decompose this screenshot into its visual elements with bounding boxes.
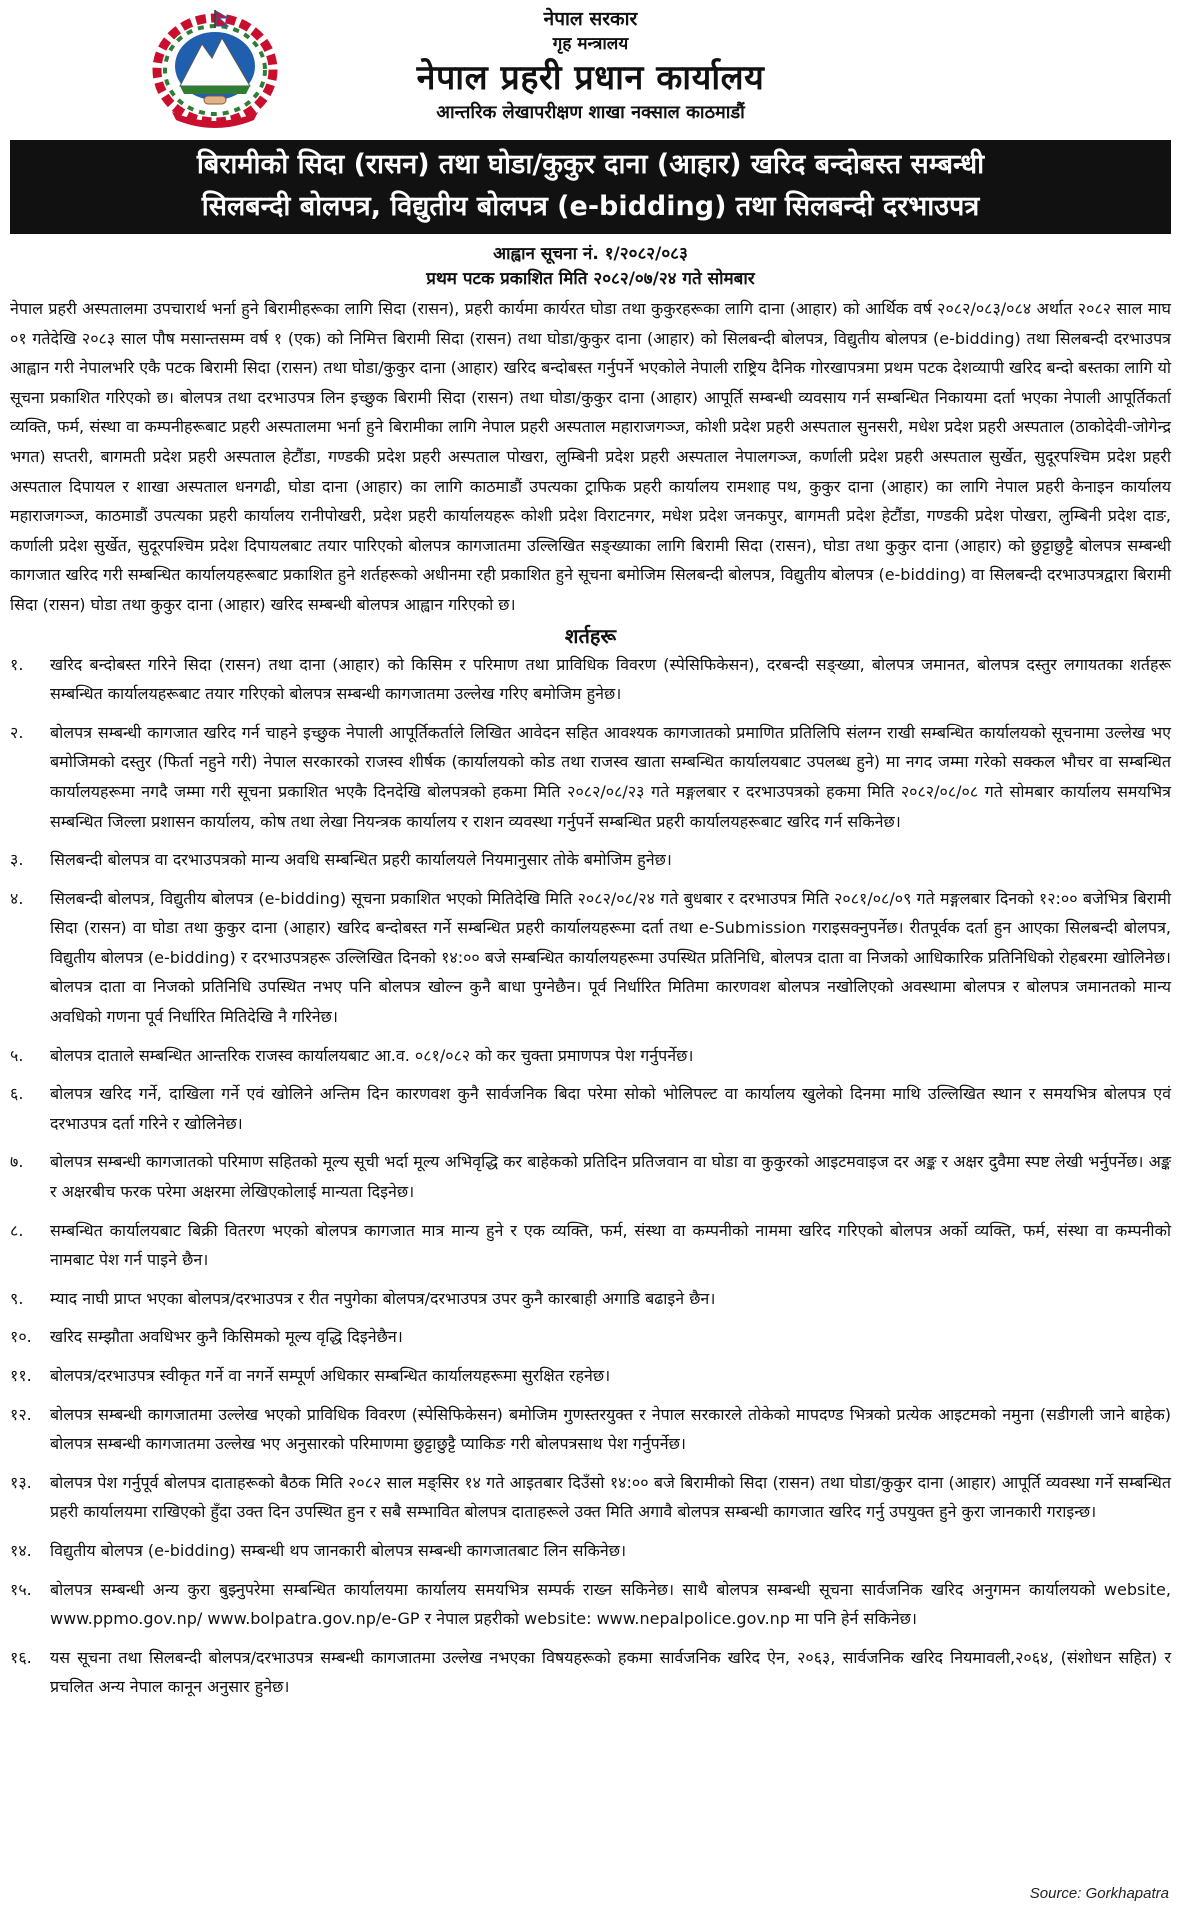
condition-number: १४. xyxy=(10,1540,32,1560)
notice-meta xyxy=(10,242,1171,292)
condition-text: बोलपत्र सम्बन्धी कागजात खरिद गर्न चाहने इच्छुक नेपाली आपूर्तिकर्ताले लिखित आवेदन सहित आवश्यक कागजातको प्रमाणित प्रतिलिपि संलग्न राखी सम्बन्धित कार्यालयको सूचनामा उल्लेख भए बमोजिमको दस्तुर (फिर्ता नहुने गरी) नेपाल सरकारको राजस्व शीर्षक (कार्यालयको कोड तथा राजस्व खाता सम्बन्धित कार्यालयबाट उपलब्ध हुने) मा नगद जम्मा गरेको सक्कल भौचर वा सम्बन्धित कार्यालयहरूमा नगदै जम्मा गरी सूचना प्रकाशित भएकै दिनदेखि बोलपत्रको हकमा मिति २०८२/०८/२३ गते मङ्गलबार र दरभाउपत्रको हकमा मिति २०८२/०८/०८ गते सोमबार कार्यालय समयभित्र सम्बन्धित जिल्ला प्रशासन कार्यालय, कोष तथा लेखा नियन्त्रक कार्यालय र राशन व्यवस्था गर्नुपर्ने सम्बन्धित प्रहरी कार्यालयहरूबाट खरिद गर्न सकिनेछ। xyxy=(50,722,1171,831)
office-name: नेपाल प्रहरी प्रधान कार्यालय xyxy=(416,58,765,98)
notice-title-line-2: सिलबन्दी बोलपत्र, विद्युतीय बोलपत्र (e-bidding) तथा सिलबन्दी दरभाउपत्र xyxy=(201,191,980,222)
branch-name: आन्तरिक लेखापरीक्षण शाखा नक्साल काठमाडौं xyxy=(436,102,745,123)
condition-item xyxy=(10,884,1171,1032)
condition-item xyxy=(10,650,1171,709)
condition-number: ९. xyxy=(10,1288,24,1308)
condition-number: २. xyxy=(10,722,24,742)
condition-text: सिलबन्दी बोलपत्र वा दरभाउपत्रको मान्य अवधि सम्बन्धित प्रहरी कार्यालयले नियमानुसार तोके बमोजिम हुनेछ। xyxy=(50,850,672,870)
condition-item xyxy=(10,718,1171,836)
condition-item xyxy=(10,1079,1171,1138)
conditions-list xyxy=(10,650,1171,1702)
condition-text: बोलपत्र पेश गर्नुपूर्व बोलपत्र दाताहरूको बैठक मिति २०८२ साल मङ्सिर १४ गते आइतबार दिउँसो १४:०० बजे बिरामीको सिदा (रासन) तथा घोडा/कुकुर दाना (आहार) आपूर्ति व्यवस्था गर्ने सम्बन्धित प्रहरी कार्यालयमा राखिएको हुँदा उक्त दिन उपस्थित हुन र सबै सम्भावित बोलपत्र दाताहरूले उक्त मिति अगावै बोलपत्र सम्बन्धी कागजात खरिद गर्नु उपयुक्त हुने कुरा जानकारी गराइन्छ। xyxy=(50,1472,1171,1522)
condition-item xyxy=(10,1361,1171,1391)
condition-text: बोलपत्र खरिद गर्ने, दाखिला गर्ने एवं खोलिने अन्तिम दिन कारणवश कुनै सार्वजनिक बिदा परेमा सोको भोलिपल्ट वा कार्यालय खुलेको दिनमा माथि उल्लिखित स्थान र समयभित्र बोलपत्र एवं दरभाउपत्र दर्ता गरिने र खोलिनेछ। xyxy=(50,1084,1171,1133)
condition-item xyxy=(10,1284,1171,1314)
condition-text: म्याद नाघी प्राप्त भएका बोलपत्र/दरभाउपत्र र रीत नपुगेका बोलपत्र/दरभाउपत्र उपर कुनै कारबाही अगाडि बढाइने छैन। xyxy=(50,1288,716,1308)
condition-item xyxy=(10,1575,1171,1634)
notice-title-line-1: बिरामीको सिदा (रासन) तथा घोडा/कुकुर दाना (आहार) खरिद बन्दोबस्त सम्बन्धी xyxy=(196,149,985,180)
condition-text: सम्बन्धित कार्यालयबाट बिक्री वितरण भएको बोलपत्र कागजात मात्र मान्य हुने र एक व्यक्ति, फर्म, संस्था वा कम्पनीको नाममा खरिद गरिएको बोलपत्र अर्को व्यक्ति, फर्म, संस्था वा कम्पनीको नामबाट पेश गर्न पाइने छैन। xyxy=(50,1220,1171,1270)
conditions-heading: शर्तहरू xyxy=(564,623,617,648)
condition-item xyxy=(10,1147,1171,1206)
condition-number: ५. xyxy=(10,1045,24,1065)
published-date: प्रथम पटक प्रकाशित मिति २०८२/०७/२४ गते सोमबार xyxy=(426,269,755,289)
condition-item xyxy=(10,1400,1171,1459)
notice-number: आह्वान सूचना नं. १/२०८२/०८३ xyxy=(493,244,688,264)
condition-number: १०. xyxy=(10,1327,32,1347)
condition-number: ३. xyxy=(10,850,24,870)
condition-number: ७. xyxy=(10,1152,24,1172)
header xyxy=(10,0,1171,140)
condition-text: बोलपत्र/दरभाउपत्र स्वीकृत गर्ने वा नगर्ने सम्पूर्ण अधिकार सम्बन्धित कार्यालयहरूमा सुरक्षित रहनेछ। xyxy=(50,1366,611,1385)
condition-item xyxy=(10,1041,1171,1071)
condition-text: बोलपत्र सम्बन्धी कागजातको परिमाण सहितको मूल्य सूची भर्दा मूल्य अभिवृद्धि कर बाहेकको प्रतिदिन प्रतिजवान वा घोडा वा कुकुरको आइटमवाइज दर अङ्क र अक्षर दुवैमा स्पष्ट लेखी भर्नुपर्नेछ। अङ्क र अक्षरबीच फरक परेमा अक्षरमा लेखिएकोलाई मान्यता दिइनेछ। xyxy=(50,1152,1171,1202)
condition-number: ११. xyxy=(10,1366,32,1385)
condition-item xyxy=(10,845,1171,875)
condition-text: बोलपत्र सम्बन्धी कागजातमा उल्लेख भएको प्राविधिक विवरण (स्पेसिफिकेसन) बमोजिम गुणस्तरयुक्त र नेपाल सरकारले तोकेको मापदण्ड भित्रको प्रत्येक आइटमको नमुना (सडीगली जाने बाहेक) बोलपत्र सम्बन्धी कागजातमा उल्लेख भए अनुसारको परिमाणमा छुट्टाछुट्टै प्याकिङ गरी बोलपत्रसाथ पेश गर्नुपर्नेछ। xyxy=(50,1404,1171,1454)
ministry-name: गृह मन्त्रालय xyxy=(552,34,629,54)
condition-item xyxy=(10,1536,1171,1566)
condition-number: १. xyxy=(10,654,24,674)
condition-text: बोलपत्र दाताले सम्बन्धित आन्तरिक राजस्व कार्यालयबाट आ.व. ०८१/०८२ को कर चुक्ता प्रमाणपत्र पेश गर्नुपर्नेछ। xyxy=(50,1045,694,1065)
condition-number: ४. xyxy=(10,888,24,908)
condition-item xyxy=(10,1216,1171,1275)
condition-text: बोलपत्र सम्बन्धी अन्य कुरा बुझ्नुपरेमा सम्बन्धित कार्यालयमा कार्यालय समयभित्र सम्पर्क राख्न सकिनेछ। साथै बोलपत्र सम्बन्धी सूचना सार्वजनिक खरिद अनुगमन कार्यालयको website, www.ppmo.gov.np/ www.bolpatra.gov.np/e-GP र नेपाल प्रहरीको website: www.nepalpolice.gov.np मा पनि हेर्न सकिनेछ। xyxy=(50,1579,1171,1629)
condition-text: सिलबन्दी बोलपत्र, विद्युतीय बोलपत्र (e-bidding) सूचना प्रकाशित भएको मितिदेखि मिति २०८२/०८/२४ गते बुधबार र दरभाउपत्र मिति २०८१/०८/०९ गते मङ्गलबार दिनको १२:०० बजेभित्र बिरामी सिदा (रासन) वा घोडा तथा कुकुर दाना (आहार) खरिद बन्दोबस्त गर्ने सम्बन्धित प्रहरी कार्यालयहरूमा दर्ता तथा e-Submission गराइसक्नुपर्नेछ। रीतपूर्वक दर्ता हुन आएका सिलबन्दी बोलपत्र, विद्युतीय बोलपत्र (e-bidding) र दरभाउपत्रहरू उल्लिखित दिनको १४:०० बजे सम्बन्धित कार्यालयहरूमा उपस्थित प्रतिनिधि, बोलपत्र दाता वा निजको आधिकारिक प्रतिनिधिको रोहबरमा खोलिनेछ। बोलपत्र दाता वा निजको प्रतिनिधि उपस्थित नभए पनि बोलपत्र खोल्न कुनै बाधा पुग्नेछैन। पूर्व निर्धारित मितिमा कारणवश बोलपत्र नखोलिएको अवस्थामा बोलपत्र र बोलपत्र जमानतको मान्य अवधिको गणना पूर्व निर्धारित मितिदेखि नै गरिनेछ। xyxy=(50,888,1171,1027)
condition-item xyxy=(10,1643,1171,1702)
condition-item xyxy=(10,1322,1171,1352)
condition-number: ६. xyxy=(10,1084,24,1104)
condition-number: १२. xyxy=(10,1404,32,1424)
source-credit: Source: Gorkhapatra xyxy=(1029,1885,1169,1902)
condition-number: ८. xyxy=(10,1220,24,1240)
government-name: नेपाल सरकार xyxy=(543,8,638,30)
condition-item xyxy=(10,1468,1171,1527)
condition-text: यस सूचना तथा सिलबन्दी बोलपत्र/दरभाउपत्र सम्बन्धी कागजातमा उल्लेख नभएका विषयहरूको हकमा सार्वजनिक खरिद ऐन, २०६३, सार्वजनिक खरिद नियमावली,२०६४, (संशोधन सहित) र प्रचलित अन्य नेपाल कानून अनुसार हुनेछ। xyxy=(50,1647,1171,1697)
condition-number: १५. xyxy=(10,1579,32,1599)
title-band xyxy=(10,140,1171,234)
condition-number: १६. xyxy=(10,1647,32,1667)
intro-paragraph: नेपाल प्रहरी अस्पतालमा उपचारार्थ भर्ना हुने बिरामीहरूका लागि सिदा (रासन), प्रहरी कार्यमा कार्यरत घोडा तथा कुकुरहरूका लागि दाना (आहार) को आर्थिक वर्ष २०८२/०८३/०८४ अर्थात २०८२ साल माघ ०१ गतेदेखि २०८३ साल पौष मसान्तसम्म वर्ष १ (एक) को निमित्त बिरामी सिदा (रासन) तथा घोडा/कुकुर दाना (आहार) को सिलबन्दी बोलपत्र, विद्युतीय बोलपत्र (e-bidding) तथा सिलबन्दी दरभाउपत्र आह्वान गरी नेपालभरि एकै पटक बिरामी सिदा (रासन) तथा घोडा/कुकुर दाना (आहार) खरिद बन्दोबस्त गर्नुपर्ने भएकोले नेपाली राष्ट्रिय दैनिक गोरखापत्रमा प्रथम पटक देशव्यापी खरिद बन्दो बस्तका लागि यो सूचना प्रकाशित गरिएको छ। बोलपत्र तथा दरभाउपत्र लिन इच्छुक बिरामी सिदा (रासन) तथा घोडा/कुकुर दाना (आहार) आपूर्ति सम्बन्धी व्यवसाय गर्न सम्बन्धित निकायमा दर्ता भएका नेपाली आपूर्तिकर्ता व्यक्ति, फर्म, संस्था वा कम्पनीहरूबाट प्रहरी अस्पतालमा भर्ना हुने बिरामीका लागि नेपाल प्रहरी अस्पताल महाराजगञ्ज, कोशी प्रदेश प्रहरी अस्पताल सुनसरी, मधेश प्रदेश प्रहरी अस्पताल (ठाकोदेवी-जोगेन्द्र भगत) सप्तरी, बागमती प्रदेश प्रहरी अस्पताल हेटौंडा, गण्डकी प्रदेश प्रहरी अस्पताल पोखरा, लुम्बिनी प्रदेश प्रहरी अस्पताल नेपालगञ्ज, कर्णाली प्रदेश प्रहरी अस्पताल सुर्खेत, सुदूरपश्चिम प्रदेश प्रहरी अस्पताल दिपायल र शाखा अस्पताल धनगढी, घोडा दाना (आहार) का लागि काठमाडौं उपत्यका ट्राफिक प्रहरी कार्यालय रामशाह पथ, कुकुर दाना (आहार) का लागि नेपाल प्रहरी केनाइन कार्यालय महाराजगञ्ज, काठमाडौं उपत्यका प्रहरी कार्यालय रानीपोखरी, प्रदेश प्रहरी कार्यालयहरू कोशी प्रदेश विराटनगर, मधेश प्रदेश जनकपुर, बागमती प्रदेश हेटौंडा, गण्डकी प्रदेश पोखरा, लुम्बिनी प्रदेश दाङ, कर्णाली प्रदेश सुर्खेत, सुदूरपश्चिम प्रदेश दिपायलबाट तयार पारिएको बोलपत्र कागजातमा उल्लिखित सङ्ख्याका लागि बिरामी सिदा (रासन), घोडा तथा कुकुर दाना (आहार) को छुट्टाछुट्टै बोलपत्र सम्बन्धी कागजात खरिद गरी सम्बन्धित कार्यालयहरूबाट प्रकाशित हुने शर्तहरूको अधीनमा रही प्रकाशित हुने सूचना बमोजिम सिलबन्दी बोलपत्र, विद्युतीय बोलपत्र (e-bidding) वा सिलबन्दी दरभाउपत्रद्वारा बिरामी सिदा (रासन) घोडा तथा कुकुर दाना (आहार) खरिद सम्बन्धी बोलपत्र आह्वान गरिएको छ। xyxy=(10,299,1171,614)
condition-number: १३. xyxy=(10,1472,32,1492)
condition-text: खरिद बन्दोबस्त गरिने सिदा (रासन) तथा दाना (आहार) को किसिम र परिमाण तथा प्राविधिक विवरण (स्पेसिफिकेसन), दरबन्दी सङ्ख्या, बोलपत्र जमानत, बोलपत्र दस्तुर लगायतका शर्तहरू सम्बन्धित कार्यालयहरूबाट तयार गरिएको बोलपत्र सम्बन्धी कागजातमा उल्लेख गरिए बमोजिम हुनेछ। xyxy=(50,654,1171,704)
condition-text: विद्युतीय बोलपत्र (e-bidding) सम्बन्धी थप जानकारी बोलपत्र सम्बन्धी कागजातबाट लिन सकिनेछ। xyxy=(50,1540,627,1560)
header-text xyxy=(10,6,1171,126)
condition-text: खरिद सम्झौता अवधिभर कुनै किसिमको मूल्य वृद्धि दिइनेछैन। xyxy=(50,1327,403,1347)
